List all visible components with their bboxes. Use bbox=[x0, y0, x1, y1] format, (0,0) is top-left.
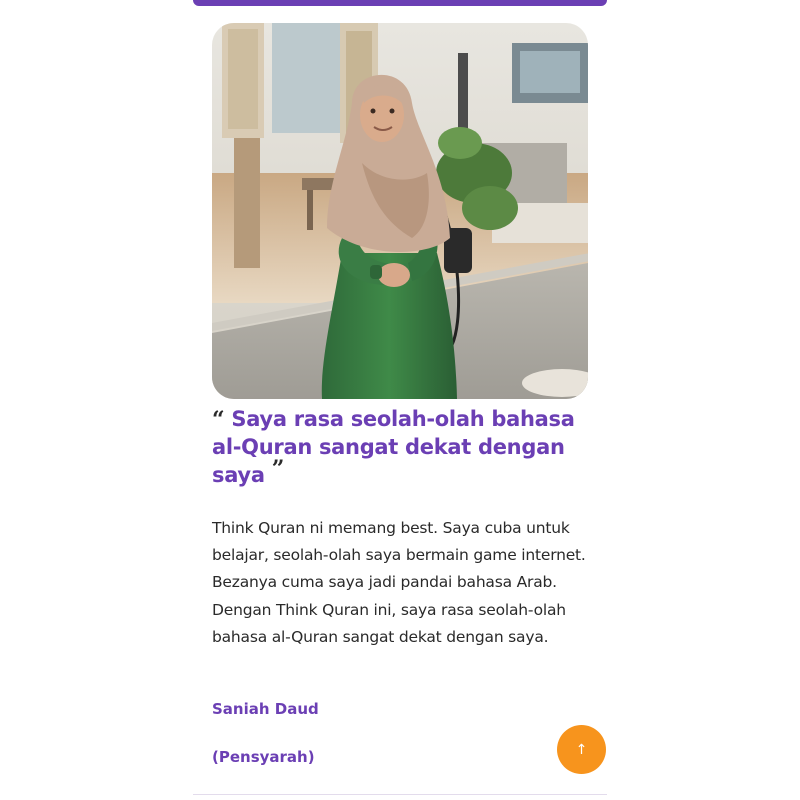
person-photo-image bbox=[212, 23, 588, 399]
testimonial-photo bbox=[212, 23, 588, 399]
author-role: (Pensyarah) bbox=[212, 748, 315, 766]
quote-open-mark: “ bbox=[212, 407, 225, 433]
bottom-divider bbox=[193, 794, 607, 795]
testimonial-body: Think Quran ni memang best. Saya cuba untuk belajar, seolah-olah saya bermain game internet. Bezanya cuma saya jadi pandai bahasa Arab. Dengan Think Quran ini, saya rasa seolah-olah bahasa al-Quran sangat dekat dengan saya. bbox=[212, 519, 586, 646]
author-name: Saniah Daud bbox=[212, 700, 319, 718]
testimonial-quote bbox=[212, 405, 592, 489]
quote-close-mark: ” bbox=[271, 456, 285, 482]
quote-text: Saya rasa seolah-olah bahasa al-Quran sangat dekat dengan saya bbox=[212, 407, 575, 487]
scroll-to-top-button[interactable] bbox=[557, 725, 606, 774]
top-accent-bar bbox=[193, 0, 607, 6]
testimonial-panel bbox=[193, 0, 607, 800]
arrow-up-icon: ↑ bbox=[575, 741, 588, 758]
